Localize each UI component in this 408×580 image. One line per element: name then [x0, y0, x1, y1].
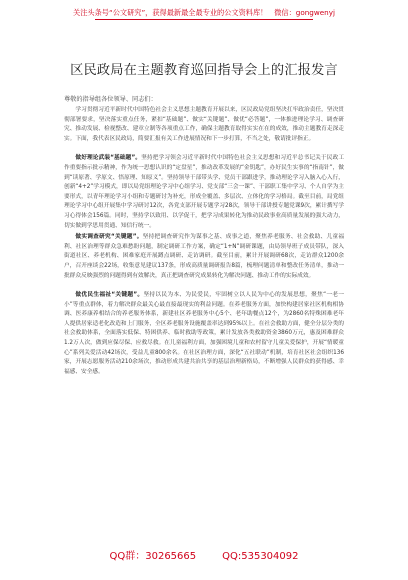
- document-title: 区民政局在主题教育巡回指导会上的汇报发言: [70, 63, 338, 78]
- body-paragraph: [64, 154, 344, 231]
- footer-qq: QQ:535304092: [222, 551, 299, 562]
- paragraph-text: 坚持以民为本、为民爱民，牢固树立以人民为中心的发展思想，聚焦“一老一小”等重点群体，着力解决群众最关心最直接最现实的利益问题。在养老服务方面，加快构建居家社区机构相协调、医养康养相结合的养老服务体系，新建社区养老服务中心5个、老年助餐点12个，为2860名特殊困难老年人提供居家适老化改造和上门服务，全区养老服务设施覆盖率达到95%以上。在社会救助方面，健全分层分类的社会救助体系，全面落实低保、特困供养、临时救助等政策，累计发放各类救助资金3860万元，惠及困难群众1.2万人次，做到应保尽保、应救尽救。在儿童福利方面，加强困境儿童和农村留守儿童关爱保护，开展“情暖童心”系列关爱活动42场次，受益儿童800余名。在社区治理方面，深化“五社联动”机制，培育社区社会组织136家，开展志愿服务活动210余场次，推动形成共建共治共享的基层治理新格局，不断增强人民群众的获得感、幸福感、安全感。: [64, 292, 344, 375]
- salutation: 尊敬的指导组各位领导、同志们：: [64, 96, 157, 103]
- banner-wechat-text: 微信：gongwenyj: [274, 8, 335, 17]
- document-body: [64, 106, 344, 379]
- body-paragraph: [64, 233, 344, 281]
- paragraph-text: 坚持把调查研究作为谋事之基、成事之道，聚焦养老服务、社会救助、儿童福利、社区治理等群众急难愁盼问题，制定调研工作方案，确定“1+N”调研课题，由局领导班子成员带队，深入街道社区、养老机构、困难家庭开展蹲点调研、走访调研。截至目前，累计开展调研68次，走访群众1200余户，召开座谈会22场，收集意见建议137条，形成高质量调研报告8篇，梳理问题清单和整改任务清单，推动一批群众反映强烈的问题得到有效解决，真正把调查研究成果转化为解决问题、推动工作的实际成效。: [64, 234, 345, 279]
- body-paragraph: [64, 106, 344, 144]
- paragraph-lead: 做好理论武装“基础题”。: [75, 155, 142, 162]
- paragraph-text: 坚持把学习领会习近平新时代中国特色社会主义思想和习近平总书记关于民政工作重要指示批示精神，作为统一思想认识的“定盘星”，推动改革发展的“金钥匙”，办好民生实事的“指南针”，做到“读原著、学原文、悟原理、知原义”。坚持领导干部带头学、党员干部跟进学，推动理论学习入脑入心入行，创新“4+2”学习模式，即以局党组理论学习中心组学习、党支部“三会一课”、干部职工集中学习、个人自学为主要形式，以青年理论学习小组和专题研讨为补充，形成全覆盖、多层次、立体化的学习格局。截至目前，局党组理论学习中心组开展集中学习研讨12次，各党支部开展专题学习28次，领导干部讲授专题党课9次，累计撰写学习心得体会156篇。同时，坚持学以致用、以学促干，把学习成果转化为推动民政事业高质量发展的强大动力，切实做到学思用贯通、知信行统一。: [64, 155, 345, 229]
- footer-contact: [0, 551, 408, 563]
- paragraph-text: 学习贯彻习近平新时代中国特色社会主义思想主题教育开展以来，区民政局党组坚决扛牢政治责任，坚决贯彻部署要求，坚决落实重点任务，紧扣“基础题”、做实“关键题”、做优“必答题”，一体推进理论学习、调查研究、推动发展、检视整改、建章立制等各项重点工作，确保主题教育取得实实在在的成效，推动主题教育走深走实。下面，我代表区民政局，简要汇报有关工作进展情况和下一步打算，不当之处，敬请批评指正。: [64, 107, 344, 142]
- paragraph-lead: 做实调查研究“关键题”。: [75, 234, 143, 241]
- paragraph-lead: 做优民生福祉“关键题”。: [75, 292, 144, 299]
- top-banner: [0, 8, 408, 20]
- banner-promo-text: 关注头条号“公文研究”，获得最新最全最专业的公文资料库！: [73, 8, 268, 17]
- body-paragraph: [64, 291, 344, 377]
- banner-underline: [95, 19, 313, 20]
- footer-qq-group: QQ群：30265665: [109, 551, 197, 562]
